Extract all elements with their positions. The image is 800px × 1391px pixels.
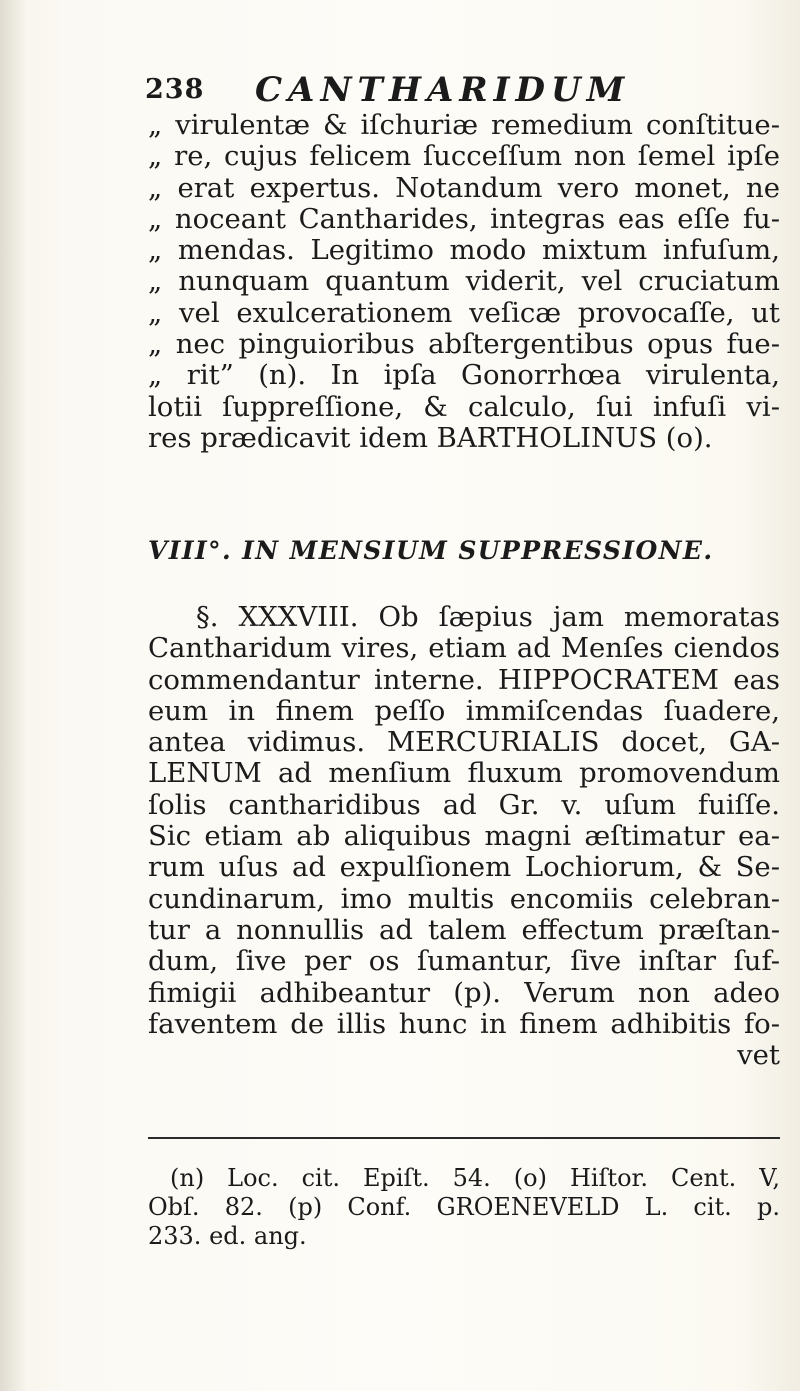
section-heading: VIII°. IN MENSIUM SUPPRESSIONE. — [148, 536, 714, 565]
text-line: „ re, cujus felicem ſucceſſum non ſemel ipſe — [148, 141, 780, 173]
footnotes — [148, 1164, 780, 1251]
text-line: dum, ſive per os ſumantur, ſive inſtar ſuf- — [148, 946, 780, 978]
text-line: lotii ſuppreſſione, & calculo, ſui infuſi vi- — [148, 391, 780, 423]
text-line: Cantharidum vires, etiam ad Menſes ciendos — [148, 633, 780, 665]
paragraph-first-line: §. XXXVIII. Ob ſæpius jam memoratas — [196, 602, 780, 633]
text-line: faventem de illis hunc in finem adhibitis fo- — [148, 1008, 780, 1040]
page-gutter-shadow — [0, 0, 26, 1391]
text-line: „ noceant Cantharides, integras eas eſſe fu- — [148, 203, 780, 235]
footnote-line: Obſ. 82. (p) Conf. GROENEVELD L. cit. p. — [148, 1193, 780, 1221]
text-line: „ rit” (n). In ipſa Gonorrhœa virulenta, — [148, 360, 780, 392]
quoted-passage — [148, 110, 780, 454]
footnote-line: (n) Loc. cit. Epiſt. 54. (o) Hiſtor. Cent. V, — [170, 1164, 780, 1192]
text-line: rum uſus ad expulſionem Lochiorum, & Se- — [148, 852, 780, 884]
text-line: fimigii adhibeantur (p). Verum non adeo — [148, 977, 780, 1009]
text-line: „ virulentæ & iſchuriæ remedium conſtitue- — [148, 110, 780, 141]
text-line: „ nunquam quantum viderit, vel cruciatum — [148, 266, 780, 298]
text-line: „ erat expertus. Notandum vero monet, ne — [148, 172, 780, 204]
text-line: „ nec pinguioribus abſtergentibus opus fue- — [148, 329, 780, 361]
footnote-divider — [148, 1137, 780, 1139]
text-line: tur a nonnullis ad talem effectum præſtan- — [148, 914, 780, 946]
section-body — [148, 602, 780, 1071]
text-line: Sic etiam ab aliquibus magni æſtimatur ea- — [148, 821, 780, 853]
text-line: res prædicavit idem BARTHOLINUS (o). — [148, 422, 713, 454]
text-line: „ vel exulcerationem veſicæ provocaſſe, ut — [148, 297, 780, 329]
running-head — [145, 70, 765, 110]
text-line: LENUM ad menſium fluxum promovendum — [148, 758, 780, 790]
text-line: eum in finem peſſo immiſcendas ſuadere, — [148, 695, 780, 727]
text-line: commendantur interne. HIPPOCRATEM eas — [148, 664, 780, 696]
footnote-line: 233. ed. ang. — [148, 1222, 307, 1250]
text-line: antea vidimus. MERCURIALIS docet, GA- — [148, 727, 780, 759]
page-number: 238 — [145, 74, 205, 105]
text-line: cundinarum, imo multis encomiis celebran- — [148, 883, 780, 915]
running-title: CANTHARIDUM — [255, 70, 631, 110]
text-line: „ mendas. Legitimo modo mixtum infuſum, — [148, 235, 780, 267]
text-line: ſolis cantharidibus ad Gr. v. uſum fuiſſe. — [148, 789, 780, 821]
catchword: vet — [737, 1040, 780, 1072]
